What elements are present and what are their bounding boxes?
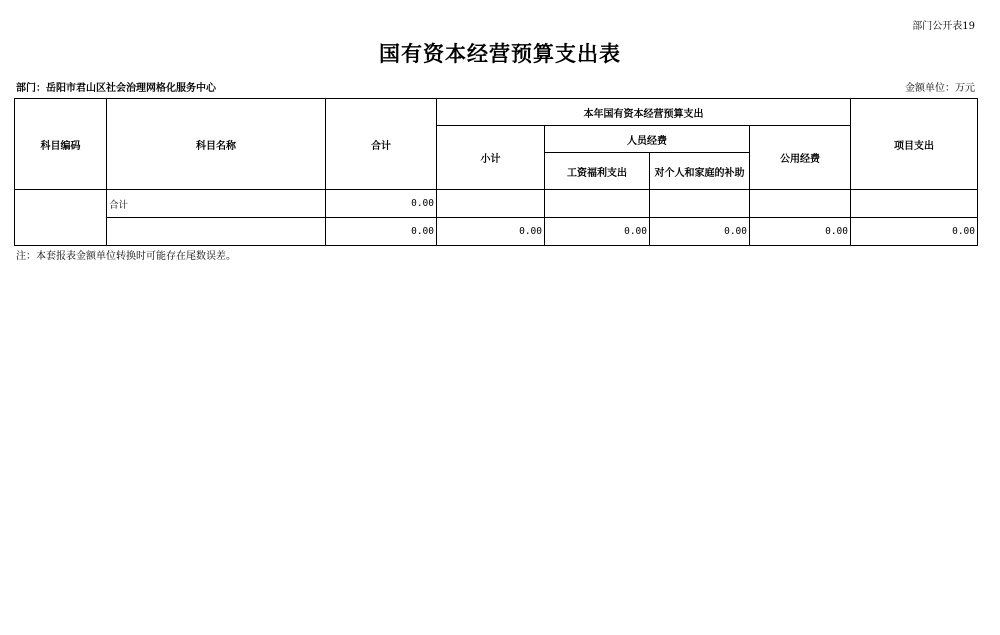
footnote: 注：本套报表金额单位转换时可能存在尾数误差。 — [16, 251, 236, 262]
department-label: 部门：岳阳市君山区社会治理网格化服务中心 — [16, 83, 216, 94]
cell-project: 0.00 — [851, 218, 978, 246]
cell-subsidy: 0.00 — [650, 218, 750, 246]
cell-wages: 0.00 — [545, 218, 650, 246]
cell-total: 0.00 — [326, 190, 437, 218]
header-public: 公用经费 — [750, 126, 851, 190]
header-code: 科目编码 — [15, 99, 107, 190]
table-row — [15, 218, 978, 246]
header-group: 本年国有资本经营预算支出 — [437, 99, 851, 126]
cell-total: 0.00 — [326, 218, 437, 246]
amount-unit-label: 金额单位：万元 — [905, 83, 975, 94]
cell-subsidy — [650, 190, 750, 218]
table-number: 部门公开表19 — [912, 21, 975, 32]
cell-name: 合计 — [107, 190, 326, 218]
cell-subtotal — [437, 190, 545, 218]
table-row — [15, 190, 978, 218]
header-project: 项目支出 — [851, 99, 978, 190]
header-subsidy: 对个人和家庭的补助 — [650, 153, 750, 190]
header-personnel: 人员经费 — [545, 126, 750, 153]
cell-wages — [545, 190, 650, 218]
cell-public: 0.00 — [750, 218, 851, 246]
cell-project — [851, 190, 978, 218]
header-name: 科目名称 — [107, 99, 326, 190]
budget-table — [14, 98, 978, 246]
cell-subtotal: 0.00 — [437, 218, 545, 246]
header-total: 合计 — [326, 99, 437, 190]
header-subtotal: 小计 — [437, 126, 545, 190]
cell-name — [107, 218, 326, 246]
page-title: 国有资本经营预算支出表 — [379, 42, 621, 66]
header-wages: 工资福利支出 — [545, 153, 650, 190]
cell-public — [750, 190, 851, 218]
cell-code — [15, 190, 107, 246]
